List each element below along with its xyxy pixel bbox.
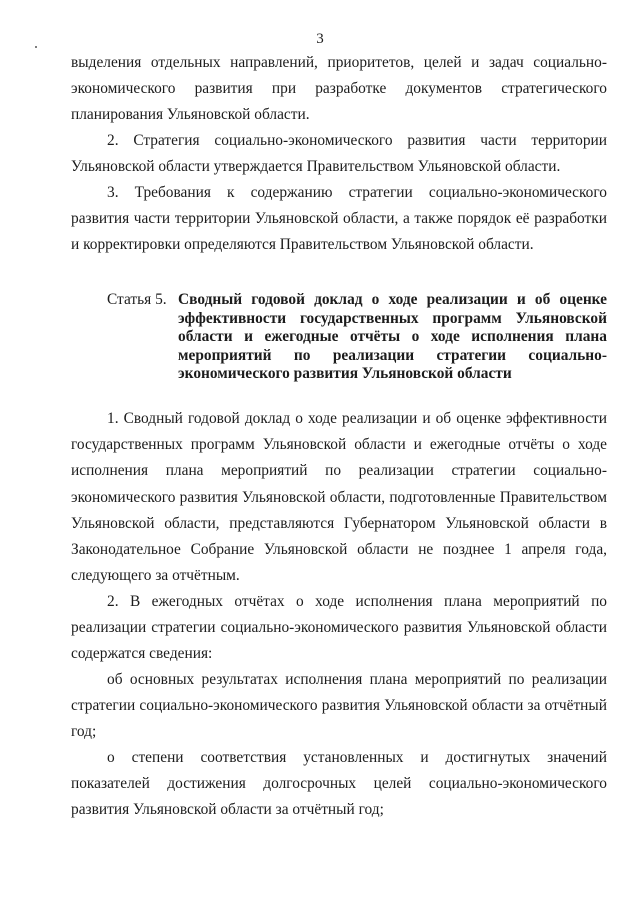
scan-speck xyxy=(35,46,37,48)
paragraph-list-item-compliance: о степени соответствия установленных и достигнутых значений показателей достижения долгосрочных целей социально-экономического развития Ульяновской области за отчётный год; xyxy=(71,749,607,819)
paragraph-continuation: выделения отдельных направлений, приоритетов, целей и задач социально-экономического развития при разработке документов стратегического планирования Ульяновской области. xyxy=(71,54,607,124)
article-title: Сводный годовой доклад о ходе реализации и об оценке эффективности государственных программ Ульяновской области и ежегодные отчёты о ходе исполнения плана мероприятий по реализации стратегии социально-экономического развития Ульяновской области xyxy=(178,291,607,383)
paragraph-list-item-results: об основных результатах исполнения плана мероприятий по реализации стратегии социально-экономического развития Ульяновской области за отчётный год; xyxy=(71,671,607,741)
paragraph-article5-item-1: 1. Сводный годовой доклад о ходе реализации и об оценке эффективности государственных программ Ульяновской области и ежегодные отчёты о ходе исполнения плана мероприятий по реализации стратегии социально-экономического развития Ульяновской области, подготовленные Правительством Ульяновской области, представляются Губернатором Ульяновской области в Законодательное Собрание Ульяновской области не позднее 1 апреля года, следующего за отчётным. xyxy=(71,410,607,585)
paragraph-item-3: 3. Требования к содержанию стратегии социально-экономического развития части территории Ульяновской области, а также порядок её разработки и корректировки определяются Правительством Ульяновской области. xyxy=(71,184,607,254)
paragraph-article5-item-2: 2. В ежегодных отчётах о ходе исполнения плана мероприятий по реализации стратегии социально-экономического развития Ульяновской области содержатся сведения: xyxy=(71,593,607,663)
article-label: Статья 5. xyxy=(107,291,167,308)
paragraph-item-2: 2. Стратегия социально-экономического развития части территории Ульяновской области утверждается Правительством Ульяновской области. xyxy=(71,132,607,176)
page-number: 3 xyxy=(316,31,324,47)
